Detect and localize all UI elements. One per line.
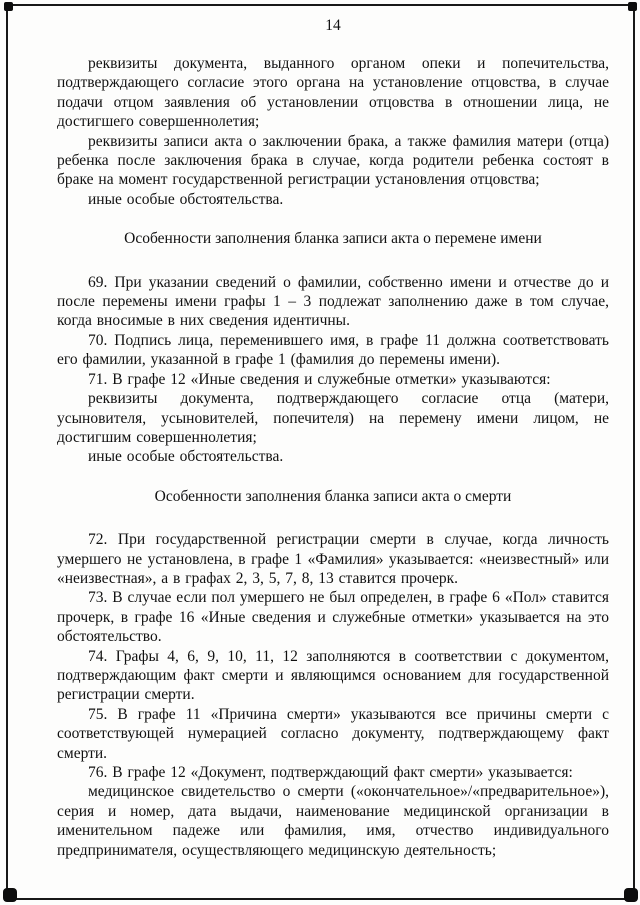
document-content [57, 54, 609, 860]
scan-corner-mark [3, 888, 17, 902]
paragraph-medical-certificate: медицинское свидетельство о смерти («окончательное»/«предварительное»), серия и номер, дата выдачи, наименование медицинской организации в именительном падеже или фамилия, имя, отчество индивидуального предпринимателя, осуществляющего медицинскую деятельность; [57, 783, 609, 859]
paragraph-marriage-record: реквизиты записи акта о заключении брака, а также фамилия матери (отца) ребенка после заключения брака в случае, когда родители ребенка состоят в браке на момент государственной регистрации установления отцовства; [57, 132, 609, 189]
paragraph-73: 73. В случае если пол умершего не был определен, в графе 6 «Пол» ставится прочерк, в графе 16 «Иные сведения и служебные отметки» указывается на это обстоятельство. [57, 589, 609, 646]
paragraph-74: 74. Графы 4, 6, 9, 10, 11, 12 заполняются в соответствии с документом, подтверждающим факт смерти и являющимся основанием для государственной регистрации смерти. [57, 647, 609, 704]
paragraph-other-circumstances-2: иные особые обстоятельства. [88, 448, 284, 466]
scan-corner-mark [4, 2, 13, 11]
section-heading-name-change: Особенности заполнения бланка записи акта о перемене имени [124, 230, 542, 248]
section-heading-death: Особенности заполнения бланка записи акта о смерти [154, 487, 512, 505]
paragraph-71: 71. В графе 12 «Иные сведения и служебные отметки» указываются: [88, 370, 551, 388]
paragraph-72: 72. При государственной регистрации смерти в случае, когда личность умершего не установлена, в графе 1 «Фамилия» указывается: «неизвестный» или «неизвестная», а в графах 2, 3, 5, 7, 8, 13 ставится прочерк. [57, 531, 609, 587]
scan-corner-mark [624, 888, 638, 902]
paragraph-other-circumstances-1: иные особые обстоятельства. [88, 190, 284, 208]
paragraph-consent-document: реквизиты документа, подтверждающего согласие отца (матери, усыновителя, усыновителей, попечителя) на перемену имени лицом, не достигшим совершеннолетия; [57, 390, 609, 446]
paragraph-69: 69. При указании сведений о фамилии, собственно имени и отчестве до и после перемены имени графы 1 – 3 подлежат заполнению даже в том случае, когда вносимые в них сведения идентичны. [57, 273, 609, 330]
paragraph-75: 75. В графе 11 «Причина смерти» указываются все причины смерти с соответствующей нумерацией согласно документу, подтверждающему факт смерти. [57, 705, 609, 762]
scan-corner-mark [628, 2, 637, 11]
page-number: 14 [325, 17, 341, 34]
paragraph-70: 70. Подпись лица, переменившего имя, в графе 11 должна соответствовать его фамилии, указанной в графе 1 (фамилия до перемены имени). [57, 331, 609, 369]
paragraph-custody-document: реквизиты документа, выданного органом опеки и попечительства, подтверждающего согласие этого органа на установление отцовства, в случае подачи отцом заявления об установлении отцовства в отношении лица, не достигшего совершеннолетия; [57, 55, 609, 131]
paragraph-76: 76. В графе 12 «Документ, подтверждающий факт смерти» указывается: [88, 764, 573, 781]
